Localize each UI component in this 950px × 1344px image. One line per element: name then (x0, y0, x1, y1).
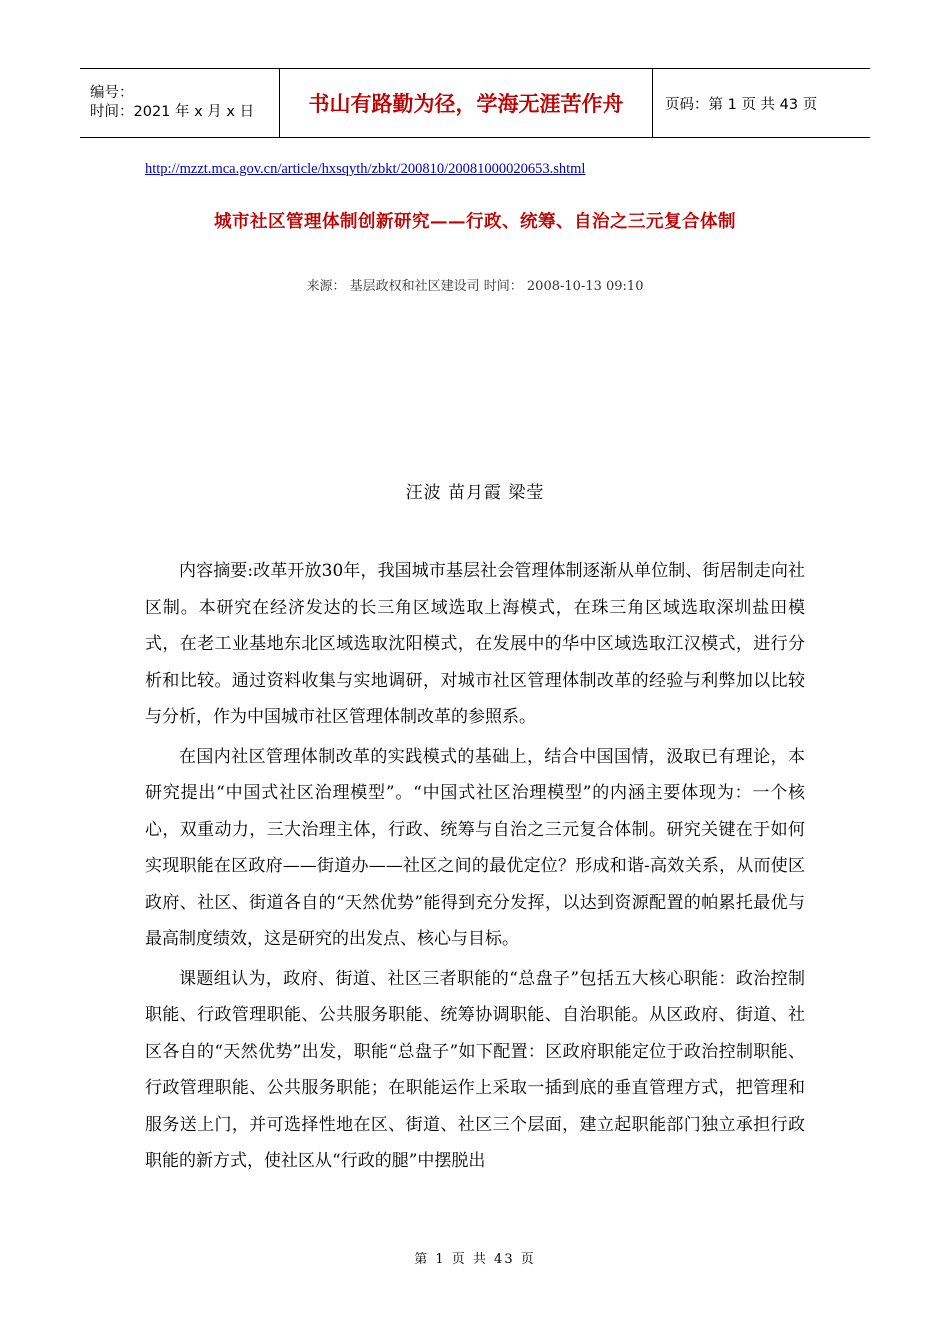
header-page-cell (653, 69, 870, 137)
header-motto-cell (280, 69, 653, 137)
motto-text: 书山有路勤为径，学海无涯苦作舟 (308, 92, 624, 116)
source-line: 来源： 基层政权和社区建设司 时间： 2008-10-13 09:10 (306, 279, 644, 294)
authors: 汪波 苗月霞 梁莹 (405, 483, 545, 503)
page-footer: 第 1 页 共 43 页 (414, 1252, 536, 1267)
document-header-table (80, 68, 870, 138)
time-label: 时间：2021 年 x 月 x 日 (90, 104, 255, 120)
source-url-link[interactable]: http://mzzt.mca.gov.cn/article/hxsqyth/zbkt/200810/20081000020653.shtml (145, 161, 586, 177)
header-left-cell (80, 69, 280, 137)
number-label: 编号： (90, 85, 134, 101)
paragraph-abstract: 内容摘要:改革开放30年，我国城市基层社会管理体制逐渐从单位制、街居制走向社区制。本研究在经济发达的长三角区域选取上海模式，在珠三角区域选取深圳盐田模式，在老工业基地东北区域选取沈阳模式，在发展中的华中区域选取江汉模式，进行分析和比较。通过资料收集与实地调研，对城市社区管理体制改革的经验与利弊加以比较与分析，作为中国城市社区管理体制改革的参照系。 (145, 561, 805, 727)
page-info: 页码：第 1 页 共 43 页 (665, 96, 818, 113)
paragraph: 在国内社区管理体制改革的实践模式的基础上，结合中国国情，汲取已有理论，本研究提出“中国式社区治理模型”。“中国式社区治理模型”的内涵主要体现为：一个核心，双重动力，三大治理主体，行政、统筹与自治之三元复合体制。研究关键在于如何实现职能在区政府——街道办——社区之间的最优定位？形成和谐-高效关系，从而使区政府、社区、街道各自的“天然优势”能得到充分发挥，以达到资源配置的帕累托最优与最高制度绩效，这是研究的出发点、核心与目标。 (145, 746, 805, 949)
article-body (145, 553, 805, 1183)
article-title: 城市社区管理体制创新研究——行政、统筹、自治之三元复合体制 (214, 212, 736, 232)
paragraph: 课题组认为，政府、街道、社区三者职能的“总盘子”包括五大核心职能：政治控制职能、行政管理职能、公共服务职能、统筹协调职能、自治职能。从区政府、街道、社区各自的“天然优势”出发，职能“总盘子”如下配置：区政府职能定位于政治控制职能、行政管理职能、公共服务职能；在职能运作上采取一插到底的垂直管理方式，把管理和服务送上门，并可选择性地在区、街道、社区三个层面，建立起职能部门独立承担行政职能的新方式，使社区从“行政的腿”中摆脱出 (145, 968, 805, 1171)
